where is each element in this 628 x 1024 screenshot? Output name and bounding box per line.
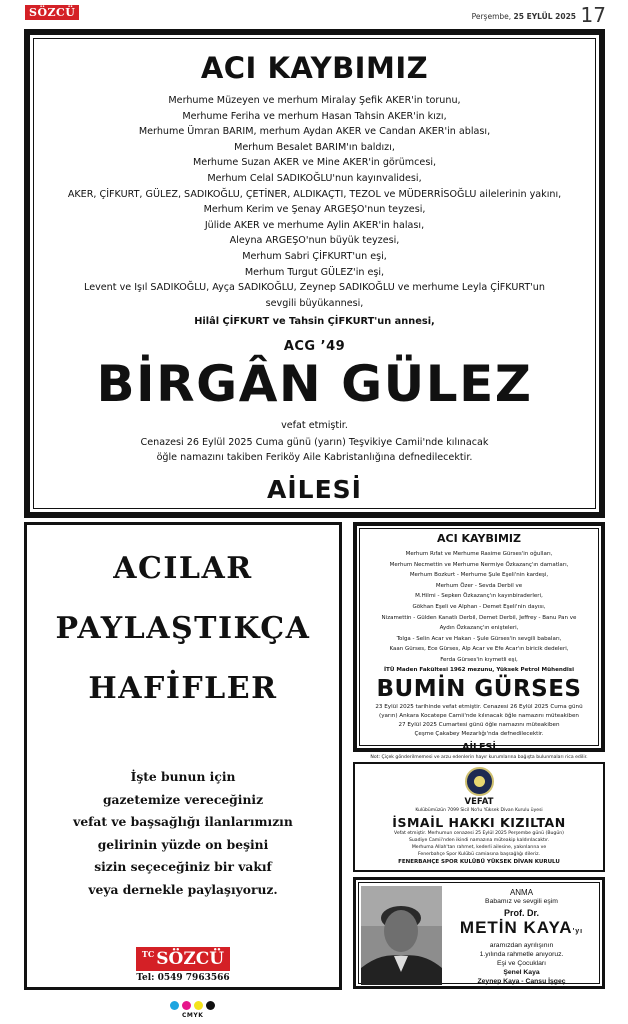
r1-relations: Merhum Rıfat ve Merhume Rasime Gürses'in oğulları, Merhum Necmettin ve Merhume Nermiye Özkazanç'ın damatları, Merhum Bozkurt - Merhume Şule Eşeli'nin kardeşi, Merhum Özer - Sevda Derbil ve M.Hilmi - Sepken Özkazanç'ın kayınbiraderleri, Gökhan Eşeli ve Alphan - Demet Eşeli'nin dayısı, Nizamettin - Gülden Kanatlı Derbil, Demet Derbil, Jeffrey - Banu Pan ve Aydın Özkazanç'ın enişteleri, Tolga - Selin Acar ve Hakan - Şule Gürses'in sevgili babaları, Kaan Gürses, Ece Gürses, Alp Acar ve Efe Acar'ın biricik dedeleri, Ferda Gürses'in kıymetli eşi, bbox=[381, 551, 577, 663]
ad-phone: Tel: 0549 7963566 bbox=[136, 973, 230, 983]
main-vefat: vefat etmiştir. bbox=[281, 420, 348, 432]
main-acg: ACG ’49 bbox=[283, 339, 346, 355]
r3-title: ANMA bbox=[509, 888, 534, 897]
fenerbahce-emblem-icon bbox=[465, 767, 494, 796]
page-header bbox=[0, 0, 628, 28]
ad-headline-1: ACILAR bbox=[113, 551, 253, 586]
cmyk-label: CMYK bbox=[182, 1012, 204, 1019]
obituary-bumin-gurses bbox=[353, 522, 605, 761]
main-obituary bbox=[24, 29, 605, 518]
r2-signature: FENERBAHÇE SPOR KULÜBÜ YÜKSEK DİVAN KURULU bbox=[398, 859, 560, 865]
main-title: ACI KAYBIMIZ bbox=[200, 51, 429, 85]
yellow-dot bbox=[194, 1001, 203, 1010]
sozcu-ad-logo: $^{TC}$ SÖZCÜ bbox=[136, 947, 230, 971]
r2-title: VEFAT bbox=[464, 797, 494, 807]
r3-family: Şenel Kaya Zeynep Kaya - Cansu İşgeç bbox=[477, 969, 566, 985]
r2-funeral-info: Vefat etmiştir. Merhumun cenazesi 25 Eylül 2025 Perşembe günü (Bugün) Suadiye Camii'nden ikindi namazına müteakip kaldırılacaktır. Merhuma Allah'tan rahmet, kederli ailesine, yakınlarına ve Fenerbahçe Spor Kulübü camiasına başsağlığı dileriz. bbox=[394, 831, 564, 857]
ad-headline-2: PAYLAŞTIKÇA bbox=[55, 611, 311, 646]
issue-date: Perşembe, 25 EYLÜL 2025 bbox=[471, 12, 576, 21]
ad-body: İşte bunun için gazetemize vereceğiniz vefat ve başsağlığı ilanlarımızın gelirinin yüzde on beşini sizin seçeceğiniz bir vakıf veya dernekle paylaşıyoruz. bbox=[73, 769, 293, 897]
r1-signature: AİLESİ bbox=[462, 742, 496, 754]
cyan-dot bbox=[170, 1001, 179, 1010]
sozcu-donation-ad bbox=[24, 522, 342, 990]
main-signature: AİLESİ bbox=[267, 475, 362, 505]
memorial-metin-kaya bbox=[353, 877, 605, 989]
portrait-photo bbox=[361, 886, 442, 985]
r1-funeral-info: 23 Eylül 2025 tarihinde vefat etmiştir. Cenazesi 26 Eylül 2025 Cuma günü (yarın) Ankara Kocatepe Camii'nde kılınacak öğle namazını müteakiben 27 Eylül 2025 Cumartesi günü öğle namazını müteakiben Çeşme Çakabey Mezarlığı'nda defnedilecektir. bbox=[375, 703, 583, 738]
r2-deceased-name: İSMAİL HAKKI KIZILTAN bbox=[392, 815, 566, 830]
sozcu-logo: SÖZCÜ bbox=[25, 5, 79, 20]
r1-deceased-name: BUMİN GÜRSES bbox=[376, 675, 582, 702]
r3-deceased-name: METİN KAYA'yı bbox=[459, 918, 584, 937]
magenta-dot bbox=[182, 1001, 191, 1010]
page-number: 17 bbox=[580, 3, 606, 27]
funeral-info: Cenazesi 26 Eylül 2025 Cuma günü (yarın) Teşvikiye Camii'nde kılınacak öğle namazını takiben Feriköy Aile Kabristanlığına defnedilecektir. bbox=[140, 437, 489, 463]
r3-text: aramızdan ayrılışının 1.yılında rahmetle anıyoruz. Eşi ve Çocukları bbox=[479, 942, 564, 967]
ad-headline-3: HAFİFLER bbox=[88, 671, 278, 706]
black-dot bbox=[206, 1001, 215, 1010]
r2-subtitle: Kulübümüzün 7099 Sicil No'lu Yüksek Divan Kurulu üyesi bbox=[415, 808, 543, 813]
main-relations: Merhume Müzeyen ve merhum Miralay Şefik AKER'in torunu, Merhume Feriha ve merhum Hasan Tahsin AKER'in kızı, Merhume Ümran BARIM, merhum Aydan AKER ve Candan AKER'in ablası, Merhum Besalet BARIM'ın baldızı, Merhume Suzan AKER ve Mine AKER'in görümcesi, Merhum Celal SADIKOĞLU'nun kayınvalidesi, AKER, ÇİFKURT, GÜLEZ, SADIKOĞLU, ÇETİNER, ALDIKAÇTI, TEZOL ve MÜDERRİSOĞLU ailelerinin yakını, Merhum Kerim ve Şenay ARGEŞO'nun teyzesi, Jülide AKER ve merhume Aylin AKER'in halası, Aleyna ARGEŞO'nun büyük teyzesi, Merhum Sabri ÇİFKURT'un eşi, Merhum Turgut GÜLEZ'in eşi, Levent ve Işıl SADIKOĞLU, Ayça SADIKOĞLU, Zeynep SADIKOĞLU ve merhume Leyla ÇİFKURT'un sevgili büyükannesi, bbox=[67, 95, 562, 309]
r1-title: ACI KAYBIMIZ bbox=[437, 532, 521, 545]
r3-prof-title: Prof. Dr. bbox=[503, 908, 539, 918]
r1-note: Not: Çiçek gönderilmemesi ve arzu edenlerin hayır kurumlarına bağışta bulunmaları rica edilir. bbox=[370, 755, 588, 761]
r3-intro: Babamız ve sevgili eşim bbox=[485, 898, 558, 905]
main-bold-line: Hilâl ÇİFKURT ve Tahsin ÇİFKURT'un annesi, bbox=[194, 316, 435, 328]
r1-bold-line: İTÜ Maden Fakültesi 1962 mezunu, Yüksek Petrol Mühendisi bbox=[383, 666, 575, 673]
deceased-name: BİRGÂN GÜLEZ bbox=[96, 355, 533, 414]
obituary-ismail-hakki-kiziltan bbox=[353, 762, 605, 872]
